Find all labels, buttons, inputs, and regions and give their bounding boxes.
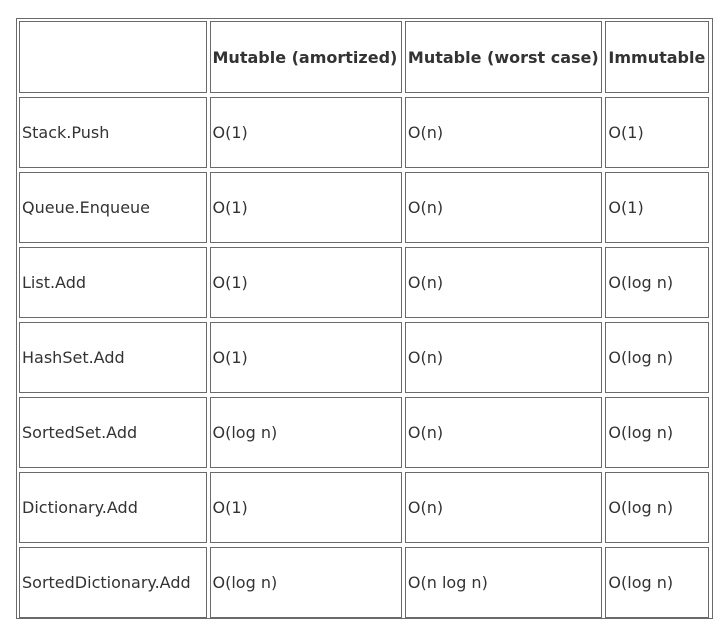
header-cell-immutable: Immutable [605,21,709,93]
mutable-worst-case-cell: O(n) [405,172,603,243]
header-cell-empty [19,21,207,93]
complexity-table-frame [16,18,713,619]
immutable-cell: O(log n) [605,397,709,468]
mutable-amortized-cell: O(1) [210,472,402,543]
mutable-worst-case-cell: O(n log n) [405,547,603,618]
operation-cell: SortedDictionary.Add [19,547,207,618]
immutable-cell: O(log n) [605,247,709,318]
operation-cell: Dictionary.Add [19,472,207,543]
operation-cell: HashSet.Add [19,322,207,393]
table-row [19,397,709,468]
mutable-amortized-cell: O(1) [210,322,402,393]
operation-cell: SortedSet.Add [19,397,207,468]
table-row [19,97,709,168]
table-row [19,547,709,618]
immutable-cell: O(log n) [605,547,709,618]
header-cell-mutable-worst-case: Mutable (worst case) [405,21,603,93]
mutable-amortized-cell: O(1) [210,97,402,168]
mutable-worst-case-cell: O(n) [405,247,603,318]
operation-cell: Stack.Push [19,97,207,168]
operation-cell: Queue.Enqueue [19,172,207,243]
mutable-worst-case-cell: O(n) [405,97,603,168]
immutable-cell: O(1) [605,97,709,168]
table-header-row [19,21,709,93]
header-cell-mutable-amortized: Mutable (amortized) [210,21,402,93]
complexity-table [16,17,712,622]
immutable-cell: O(log n) [605,472,709,543]
immutable-cell: O(1) [605,172,709,243]
mutable-worst-case-cell: O(n) [405,322,603,393]
mutable-amortized-cell: O(log n) [210,547,402,618]
operation-cell: List.Add [19,247,207,318]
immutable-cell: O(log n) [605,322,709,393]
mutable-amortized-cell: O(log n) [210,397,402,468]
mutable-amortized-cell: O(1) [210,247,402,318]
table-row [19,247,709,318]
table-row [19,472,709,543]
mutable-amortized-cell: O(1) [210,172,402,243]
table-row [19,172,709,243]
table-row [19,322,709,393]
mutable-worst-case-cell: O(n) [405,397,603,468]
mutable-worst-case-cell: O(n) [405,472,603,543]
